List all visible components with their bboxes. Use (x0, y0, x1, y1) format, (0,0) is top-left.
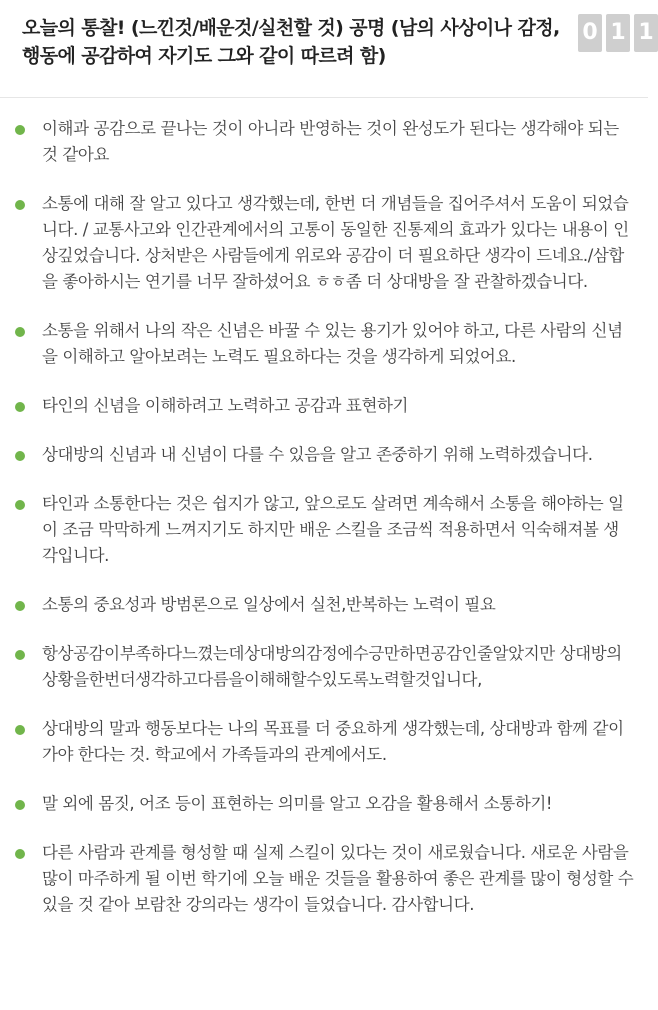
response-text: 소통에 대해 잘 알고 있다고 생각했는데, 한번 더 개념들을 집어주셔서 도움이 되었습니다. / 교통사고와 인간관계에서의 고통이 동일한 진통제의 효과가 있다는 내용이 인상깊었습니다. 상처받은 사람들에게 위로와 공감이 더 필요하단 생각이 드네요./삼합을 좋아하시는 연기를 너무 잘하셨어요 ㅎㅎ좀 더 상대방을 잘 관찰하겠습니다. (42, 194, 629, 291)
response-item (0, 840, 648, 918)
bullet-dot-icon (15, 200, 25, 210)
response-text: 타인의 신념을 이해하려고 노력하고 공감과 표현하기 (42, 396, 409, 415)
response-item (0, 491, 648, 569)
response-item (0, 318, 648, 370)
response-text: 상대방의 말과 행동보다는 나의 목표를 더 중요하게 생각했는데, 상대방과 함께 같이 가야 한다는 것. 학교에서 가족들과의 관계에서도. (42, 719, 624, 764)
bullet-dot-icon (15, 650, 25, 660)
bullet-dot-icon (15, 725, 25, 735)
response-text: 다른 사람과 관계를 형성할 때 실제 스킬이 있다는 것이 새로웠습니다. 새로운 사람을 많이 마주하게 될 이번 학기에 오늘 배운 것들을 활용하여 좋은 관계를 많이 형성할 수 있을 것 같아 보람찬 강의라는 생각이 들었습니다. 감사합니다. (42, 843, 634, 914)
response-text: 이해과 공감으로 끝나는 것이 아니라 반영하는 것이 완성도가 된다는 생각해야 되는 것 같아요 (42, 119, 619, 164)
bullet-dot-icon (15, 500, 25, 510)
question-title: 오늘의 통찰! (느낀것/배운것/실천할 것) 공명 (남의 사상이나 감정, 행동에 공감하여 자기도 그와 같이 따르려 함) (22, 17, 560, 67)
response-text: 상대방의 신념과 내 신념이 다를 수 있음을 알고 존중하기 위해 노력하겠습니다. (42, 445, 593, 464)
counter-digit: 1 (606, 14, 630, 52)
response-text: 항상공감이부족하다느꼈는데상대방의감정에수긍만하면공감인줄알았지만 상대방의상황을한번더생각하고다름을이해해할수있도록노력할것입니다, (42, 644, 622, 689)
response-text: 소통의 중요성과 방범론으로 일상에서 실천,반복하는 노력이 필요 (42, 595, 496, 614)
response-text: 타인과 소통한다는 것은 쉽지가 않고, 앞으로도 살려면 계속해서 소통을 해야하는 일이 조금 막막하게 느껴지기도 하지만 배운 스킬을 조금씩 적용하면서 익숙해져볼 생각입니다. (42, 494, 624, 565)
response-item (0, 716, 648, 768)
response-text: 말 외에 몸짓, 어조 등이 표현하는 의미를 알고 오감을 활용해서 소통하기! (42, 794, 553, 813)
bullet-dot-icon (15, 601, 25, 611)
response-text: 소통을 위해서 나의 작은 신념은 바꿀 수 있는 용기가 있어야 하고, 다른 사람의 신념을 이해하고 알아보려는 노력도 필요하다는 것을 생각하게 되었어요. (42, 321, 623, 366)
bullet-dot-icon (15, 849, 25, 859)
response-counter (578, 14, 658, 52)
response-item (0, 592, 648, 618)
response-list (0, 98, 648, 918)
response-item (0, 191, 648, 295)
response-item (0, 641, 648, 693)
response-item (0, 116, 648, 168)
counter-digit: 1 (634, 14, 658, 52)
bullet-dot-icon (15, 800, 25, 810)
bullet-dot-icon (15, 125, 25, 135)
question-header (0, 0, 654, 98)
response-item (0, 393, 648, 419)
response-item (0, 791, 648, 817)
counter-digit: 0 (578, 14, 602, 52)
response-item (0, 442, 648, 468)
bullet-dot-icon (15, 327, 25, 337)
bullet-dot-icon (15, 402, 25, 412)
bullet-dot-icon (15, 451, 25, 461)
